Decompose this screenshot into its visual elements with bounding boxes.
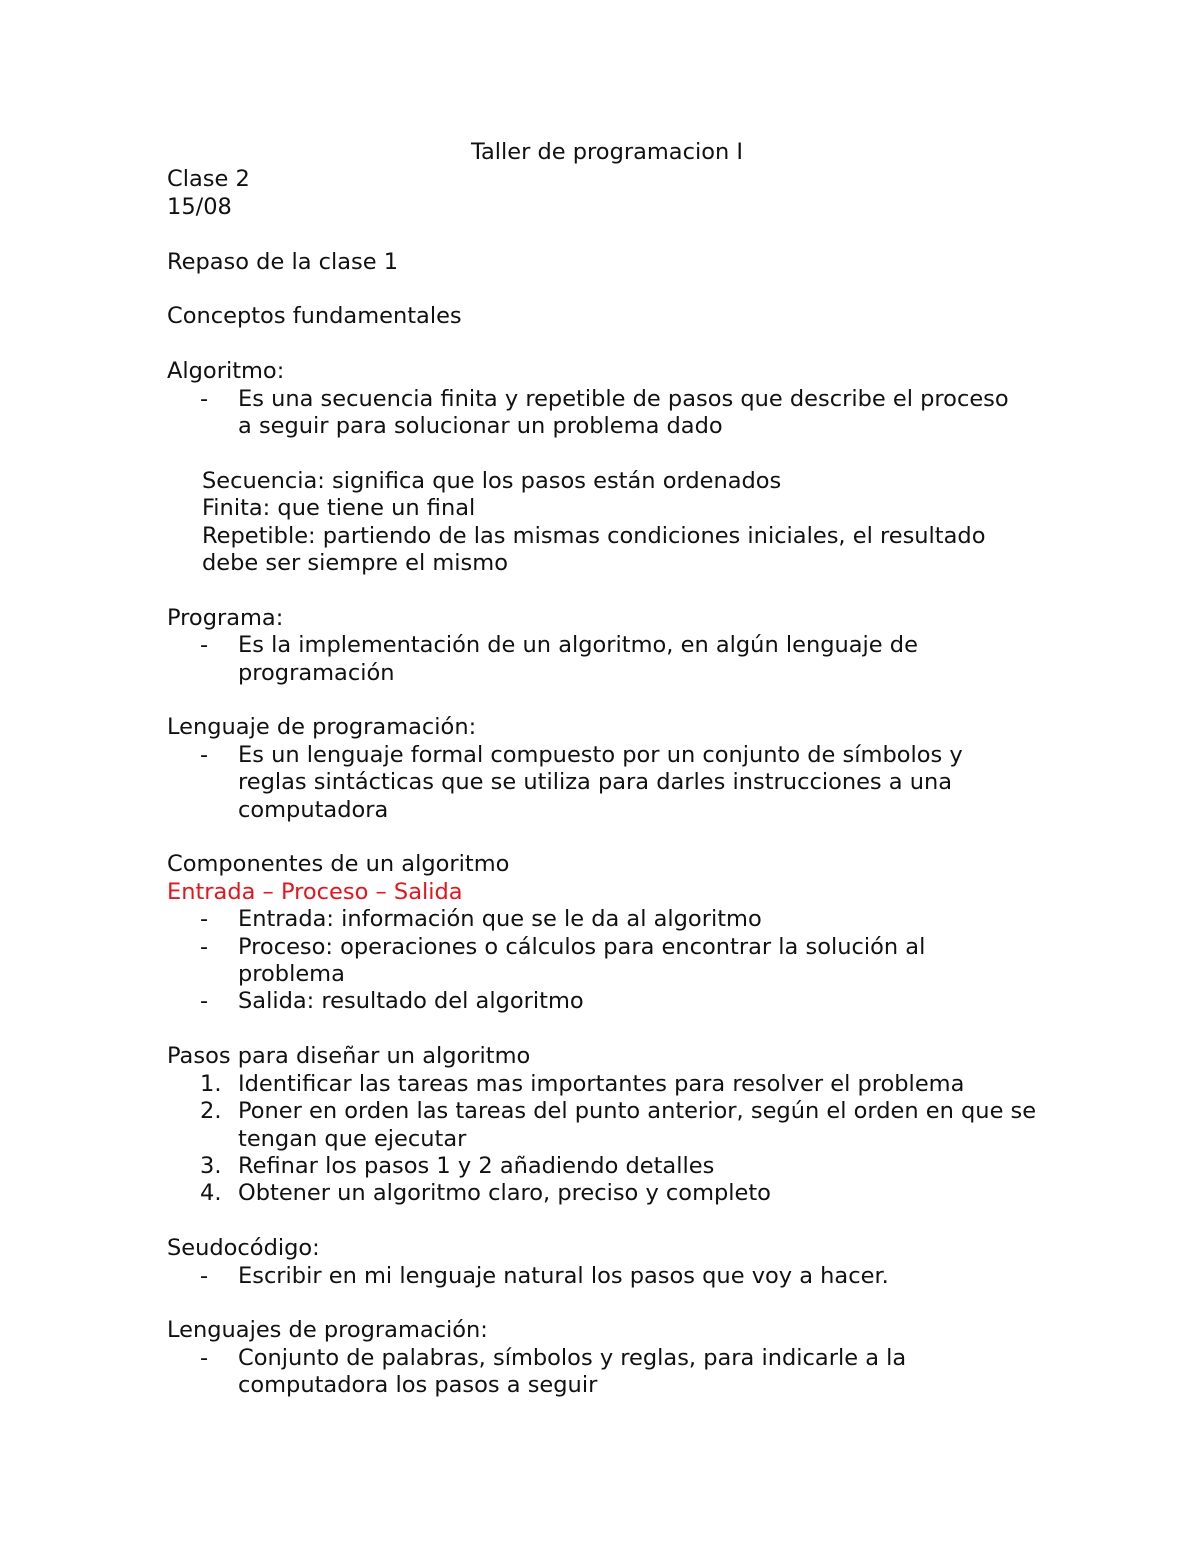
step-number: 2. — [200, 1098, 222, 1125]
bullet-marker: - — [200, 988, 209, 1015]
bullet-marker: - — [200, 385, 209, 412]
list-item — [167, 386, 1018, 441]
componentes-heading: Componentes de un algoritmo — [167, 851, 510, 878]
seudocodigo-heading: Seudocódigo: — [167, 1235, 320, 1262]
lenguaje-heading: Lenguaje de programación: — [167, 714, 477, 741]
list-item-text: Salida: resultado del algoritmo — [238, 988, 584, 1015]
pasos-heading: Pasos para diseñar un algoritmo — [167, 1043, 531, 1070]
bullet-marker: - — [200, 632, 209, 659]
list-item — [167, 742, 1008, 824]
bullet-marker: - — [200, 1262, 209, 1289]
definition-repetible: Repetible: partiendo de las mismas condiciones iniciales, el resultado debe ser siempre el mismo — [202, 522, 986, 577]
algoritmo-heading: Algoritmo: — [167, 358, 285, 385]
bullet-marker: - — [200, 1344, 209, 1371]
list-item-text: Es una secuencia finita y repetible de pasos que describe el proceso a seguir para solucionar un problema dado — [238, 385, 1009, 440]
document-title: Taller de programacion I — [470, 139, 744, 165]
step-number: 4. — [200, 1180, 222, 1207]
list-item-text: Proceso: operaciones o cálculos para encontrar la solución al problema — [238, 933, 926, 988]
list-item-text: Escribir en mi lenguaje natural los pasos que voy a hacer. — [238, 1262, 889, 1289]
list-item-text: Es un lenguaje formal compuesto por un conjunto de símbolos y reglas sintácticas que se utiliza para darles instrucciones a una computadora — [238, 741, 963, 823]
list-item-text: Refinar los pasos 1 y 2 añadiendo detalles — [238, 1152, 715, 1179]
list-item-text: Identificar las tareas mas importantes para resolver el problema — [238, 1070, 965, 1097]
list-item-text: Es la implementación de un algoritmo, en algún lenguaje de programación — [238, 632, 918, 686]
programa-heading: Programa: — [167, 604, 284, 631]
lenguajes-heading: Lenguajes de programación: — [167, 1317, 488, 1344]
step-number: 1. — [200, 1070, 222, 1097]
bullet-marker: - — [200, 933, 209, 960]
review-line: Repaso de la clase 1 — [167, 248, 399, 275]
list-item — [167, 1153, 1047, 1180]
list-item — [167, 906, 1047, 933]
list-item — [167, 632, 958, 687]
definition-secuencia: Secuencia: significa que los pasos están ordenados — [202, 467, 782, 494]
document-body — [167, 139, 1047, 1400]
list-item — [167, 1345, 1018, 1400]
list-item — [167, 1263, 1047, 1290]
list-item-text: Obtener un algoritmo claro, preciso y completo — [238, 1180, 771, 1207]
list-item — [167, 934, 1038, 989]
list-item-text: Poner en orden las tareas del punto anterior, según el orden en que se tengan que ejecutar — [238, 1098, 1037, 1152]
list-item — [167, 1098, 1068, 1153]
bullet-marker: - — [200, 906, 209, 933]
list-item — [167, 1071, 1088, 1098]
list-item — [167, 1180, 1047, 1207]
list-item — [167, 988, 1047, 1015]
list-item-text: Entrada: información que se le da al algoritmo — [238, 906, 762, 933]
componentes-highlight: Entrada – Proceso – Salida — [167, 878, 463, 905]
bullet-marker: - — [200, 741, 209, 768]
list-item-text: Conjunto de palabras, símbolos y reglas, para indicarle a la computadora los pasos a seguir — [238, 1344, 907, 1399]
class-label: Clase 2 — [167, 166, 250, 193]
class-date: 15/08 — [167, 193, 232, 220]
definition-finita: Finita: que tiene un final — [202, 495, 476, 522]
step-number: 3. — [200, 1152, 222, 1179]
concepts-heading: Conceptos fundamentales — [167, 303, 462, 330]
